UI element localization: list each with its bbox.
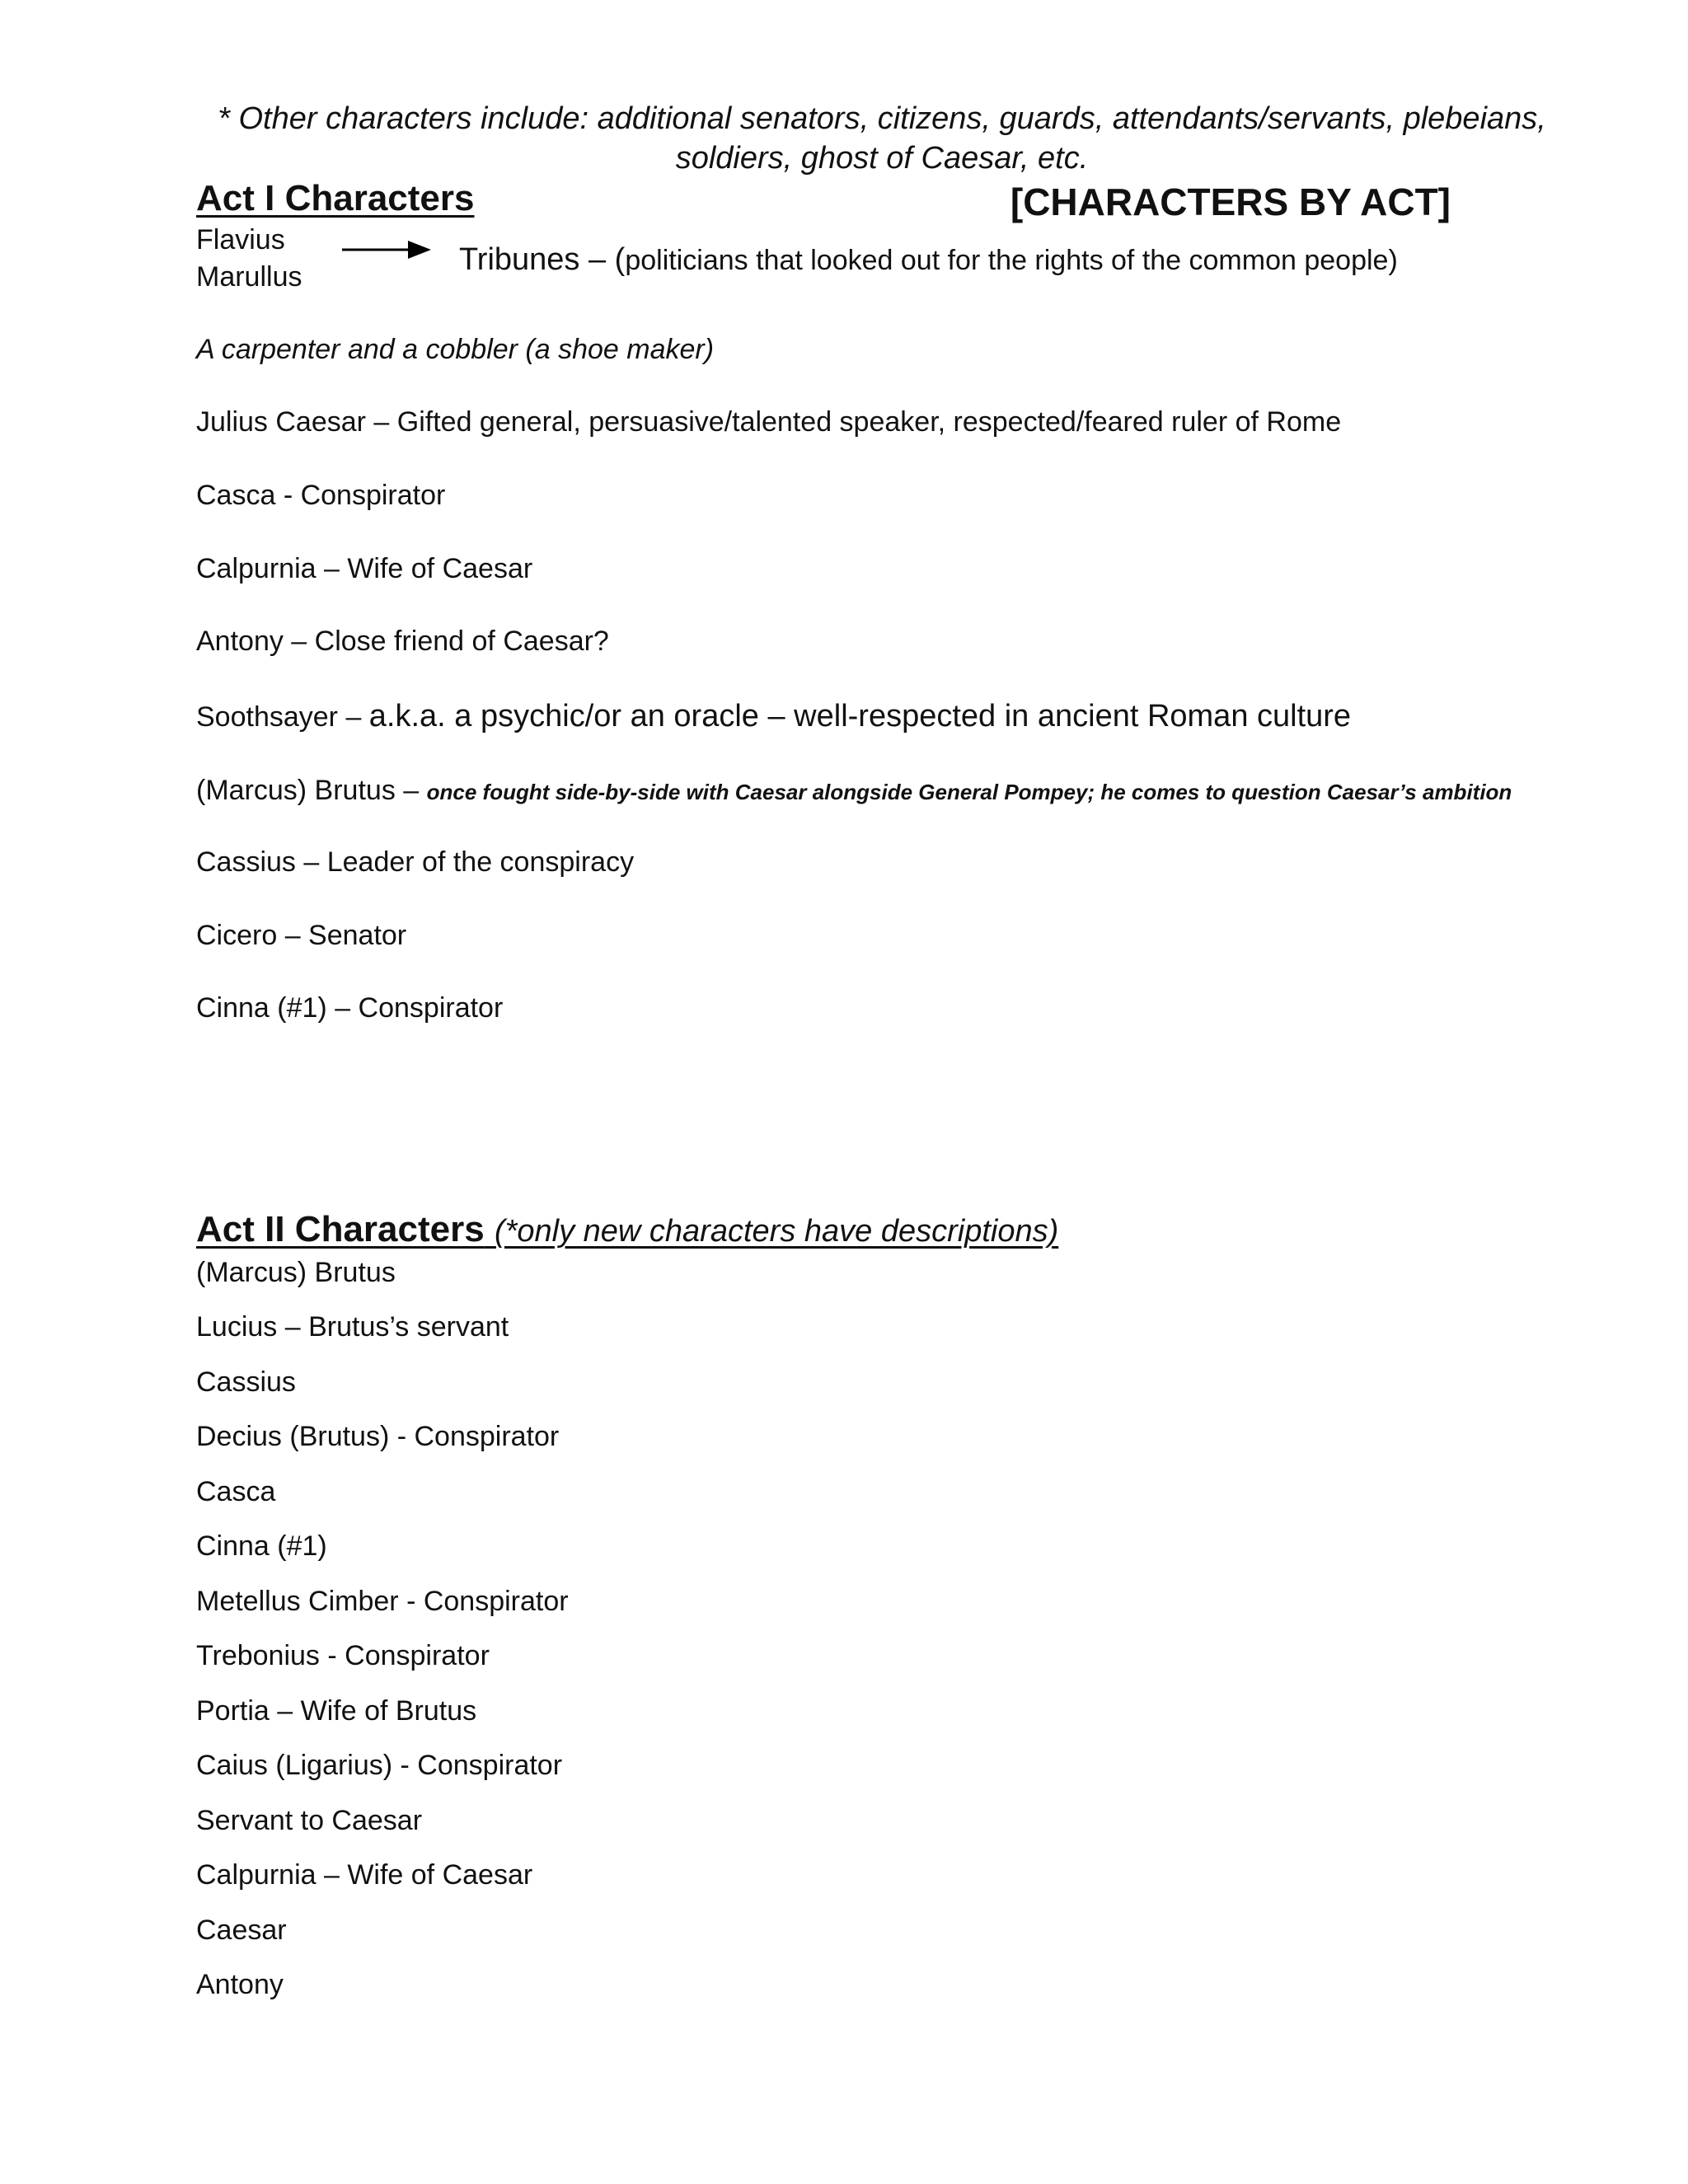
other-characters-note xyxy=(165,99,1599,178)
soothsayer-name: Soothsayer – xyxy=(196,701,369,733)
characters-by-act-label: [CHARACTERS BY ACT] xyxy=(1010,180,1451,223)
tribune-flavius: Flavius xyxy=(196,224,285,255)
act2-heading xyxy=(196,1209,1058,1250)
act2-character: Antony xyxy=(196,1969,284,2000)
act2-character: Portia – Wife of Brutus xyxy=(196,1695,477,1727)
act2-character: Caesar xyxy=(196,1915,287,1946)
character-calpurnia: Calpurnia – Wife of Caesar xyxy=(196,553,533,584)
character-casca: Casca - Conspirator xyxy=(196,480,446,511)
character-antony: Antony – Close friend of Caesar? xyxy=(196,626,609,657)
character-brutus xyxy=(196,775,1512,807)
act2-character: Trebonius - Conspirator xyxy=(196,1640,490,1671)
soothsayer-desc: a.k.a. a psychic/or an oracle – well-respected in ancient Roman culture xyxy=(368,699,1352,733)
act2-character: Metellus Cimber - Conspirator xyxy=(196,1586,569,1617)
act1-heading: Act I Characters xyxy=(196,178,475,218)
act2-character: Calpurnia – Wife of Caesar xyxy=(196,1859,533,1891)
tribunes-desc: politicians that looked out for the rights of the common people) xyxy=(625,245,1398,276)
act2-character: (Marcus) Brutus xyxy=(196,1257,396,1288)
character-cicero: Cicero – Senator xyxy=(196,920,407,951)
act2-character: Casca xyxy=(196,1476,276,1507)
act2-subtitle: (*only new characters have descriptions) xyxy=(494,1214,1059,1249)
note-line-1: * Other characters include: additional senators, citizens, guards, attendants/servants, plebeians, xyxy=(218,101,1546,136)
tribunes-description xyxy=(459,242,1398,278)
note-line-2: soldiers, ghost of Caesar, etc. xyxy=(675,141,1089,176)
act2-character: Cinna (#1) xyxy=(196,1530,327,1562)
character-cassius: Cassius – Leader of the conspiracy xyxy=(196,846,635,878)
act2-title: Act II Characters xyxy=(196,1209,485,1249)
act2-character: Lucius – Brutus’s servant xyxy=(196,1311,509,1343)
character-soothsayer xyxy=(196,699,1351,734)
act2-character: Decius (Brutus) - Conspirator xyxy=(196,1421,560,1452)
act2-character: Cassius xyxy=(196,1366,296,1398)
carpenter-cobbler: A carpenter and a cobbler (a shoe maker) xyxy=(196,334,715,365)
act2-character: Servant to Caesar xyxy=(196,1805,423,1836)
act2-character: Caius (Ligarius) - Conspirator xyxy=(196,1750,563,1781)
brutus-desc: once fought side-by-side with Caesar alongside General Pompey; he comes to question Caesar’s ambition xyxy=(426,780,1512,804)
arrow-right-icon xyxy=(342,237,433,262)
brutus-name: (Marcus) Brutus – xyxy=(196,775,427,806)
character-julius-caesar: Julius Caesar – Gifted general, persuasive/talented speaker, respected/feared ruler of Rome xyxy=(196,406,1342,438)
character-cinna: Cinna (#1) – Conspirator xyxy=(196,992,504,1024)
tribunes-label: Tribunes – ( xyxy=(459,242,626,277)
tribune-marullus: Marullus xyxy=(196,261,302,293)
